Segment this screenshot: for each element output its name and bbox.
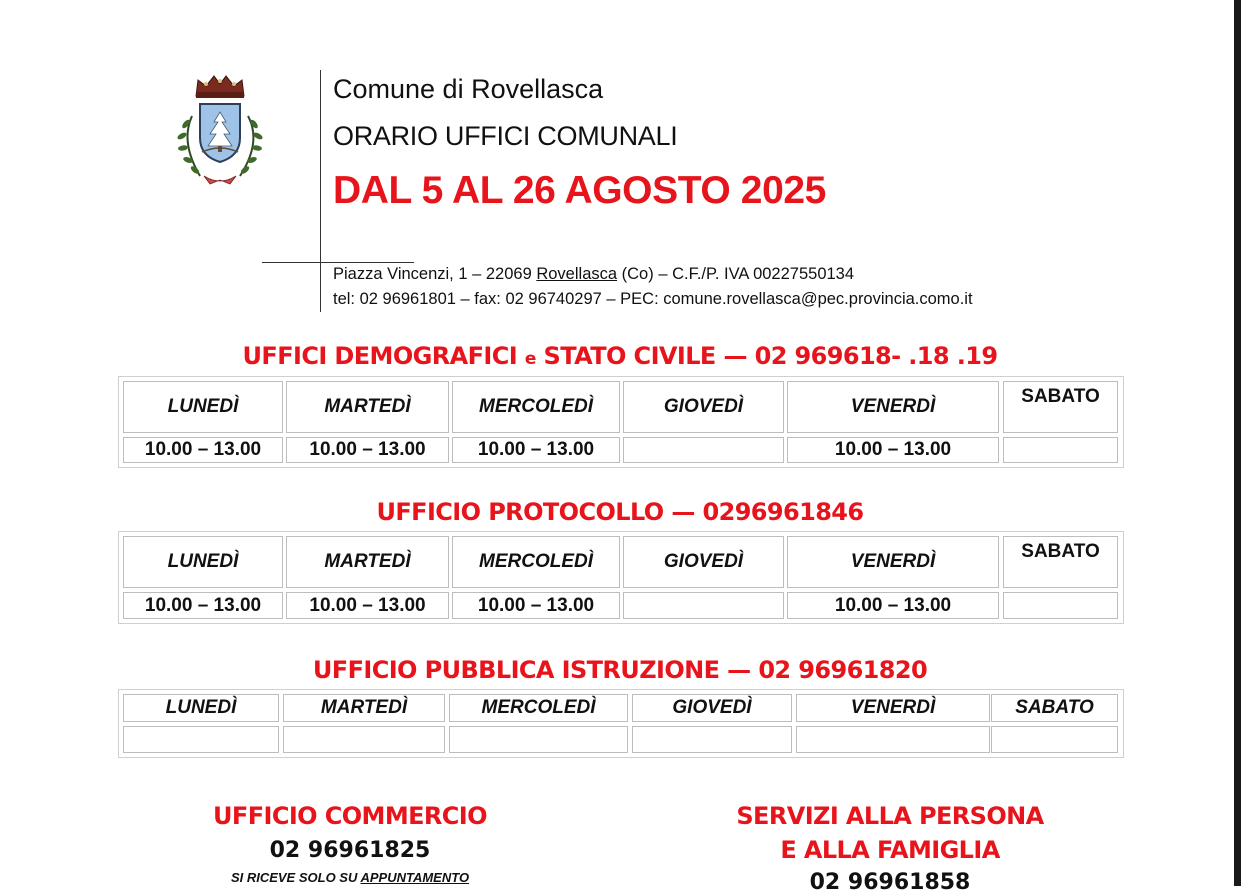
hours-cell bbox=[449, 726, 628, 753]
hours-cell: 10.00 – 13.00 bbox=[286, 437, 449, 463]
date-range-title: DAL 5 AL 26 AGOSTO 2025 bbox=[333, 169, 826, 212]
header-horizontal-rule bbox=[262, 262, 414, 263]
day-header: GIOVEDÌ bbox=[623, 536, 784, 588]
address-street: Piazza Vincenzi, 1 – 22069 bbox=[333, 265, 537, 283]
section-title-conjunction: e bbox=[524, 349, 536, 369]
schedule-table-istruzione bbox=[118, 689, 1124, 758]
hours-cell bbox=[1003, 437, 1118, 463]
day-header: GIOVEDÌ bbox=[632, 694, 792, 722]
municipality-name: Comune di Rovellasca bbox=[333, 74, 604, 104]
day-header: MARTEDÌ bbox=[286, 381, 449, 433]
day-header: MERCOLEDÌ bbox=[452, 536, 620, 588]
commercio-note bbox=[150, 870, 550, 885]
servizi-title-line1: SERVIZI ALLA PERSONA bbox=[736, 802, 1044, 830]
section-title-demografici bbox=[118, 342, 1122, 370]
hours-cell: 10.00 – 13.00 bbox=[787, 592, 999, 619]
note-appointment: APPUNTAMENTO bbox=[360, 870, 470, 885]
municipal-crest-icon bbox=[170, 72, 270, 194]
hours-cell: 10.00 – 13.00 bbox=[286, 592, 449, 619]
hours-cell bbox=[623, 437, 784, 463]
section-title-part: UFFICI DEMOGRAFICI bbox=[242, 342, 525, 370]
day-header: SABATO bbox=[1003, 381, 1118, 433]
day-header: VENERDÌ bbox=[787, 536, 999, 588]
hours-cell bbox=[632, 726, 792, 753]
hours-cell: 10.00 – 13.00 bbox=[123, 437, 283, 463]
day-header: LUNEDÌ bbox=[123, 536, 283, 588]
schedule-table-protocollo bbox=[118, 531, 1124, 624]
day-header: SABATO bbox=[1003, 536, 1118, 588]
address-city: Rovellasca bbox=[536, 265, 618, 283]
hours-cell: 10.00 – 13.00 bbox=[452, 592, 620, 619]
contacts-line: tel: 02 96961801 – fax: 02 96740297 – PEC: comune.rovellasca@pec.provincia.como.it bbox=[333, 290, 973, 308]
note-text: SI RICEVE SOLO SU bbox=[230, 870, 361, 885]
document-subtitle: ORARIO UFFICI COMUNALI bbox=[333, 121, 678, 151]
hours-cell bbox=[991, 726, 1118, 753]
address-tax-id: (Co) – C.F./P. IVA 00227550134 bbox=[617, 265, 855, 283]
page-edge bbox=[1234, 0, 1241, 886]
schedule-table-demografici bbox=[118, 376, 1124, 468]
hours-cell bbox=[123, 726, 279, 753]
address-line bbox=[333, 265, 854, 284]
day-header: MERCOLEDÌ bbox=[449, 694, 628, 722]
hours-cell: 10.00 – 13.00 bbox=[452, 437, 620, 463]
hours-cell bbox=[796, 726, 990, 753]
hours-cell bbox=[1003, 592, 1118, 619]
day-header: GIOVEDÌ bbox=[623, 381, 784, 433]
day-header: LUNEDÌ bbox=[123, 694, 279, 722]
hours-cell bbox=[283, 726, 445, 753]
day-header: MARTEDÌ bbox=[283, 694, 445, 722]
commercio-phone: 02 96961825 bbox=[269, 838, 431, 863]
hours-cell: 10.00 – 13.00 bbox=[123, 592, 283, 619]
servizi-title-line2: E ALLA FAMIGLIA bbox=[780, 836, 1000, 864]
header-vertical-rule bbox=[320, 70, 321, 312]
servizi-phone: 02 96961858 bbox=[809, 870, 971, 895]
day-header: SABATO bbox=[991, 694, 1118, 722]
day-header: LUNEDÌ bbox=[123, 381, 283, 433]
hours-cell: 10.00 – 13.00 bbox=[787, 437, 999, 463]
section-title-protocollo: UFFICIO PROTOCOLLO — 0296961846 bbox=[376, 498, 864, 526]
day-header: MERCOLEDÌ bbox=[452, 381, 620, 433]
day-header: VENERDÌ bbox=[787, 381, 999, 433]
section-title-istruzione: UFFICIO PUBBLICA ISTRUZIONE — 02 96961820 bbox=[312, 656, 928, 684]
day-header: MARTEDÌ bbox=[286, 536, 449, 588]
hours-cell bbox=[623, 592, 784, 619]
day-header: VENERDÌ bbox=[796, 694, 990, 722]
commercio-title: UFFICIO COMMERCIO bbox=[213, 802, 487, 830]
section-title-part: STATO CIVILE — 02 969618- .18 .19 bbox=[535, 342, 998, 370]
